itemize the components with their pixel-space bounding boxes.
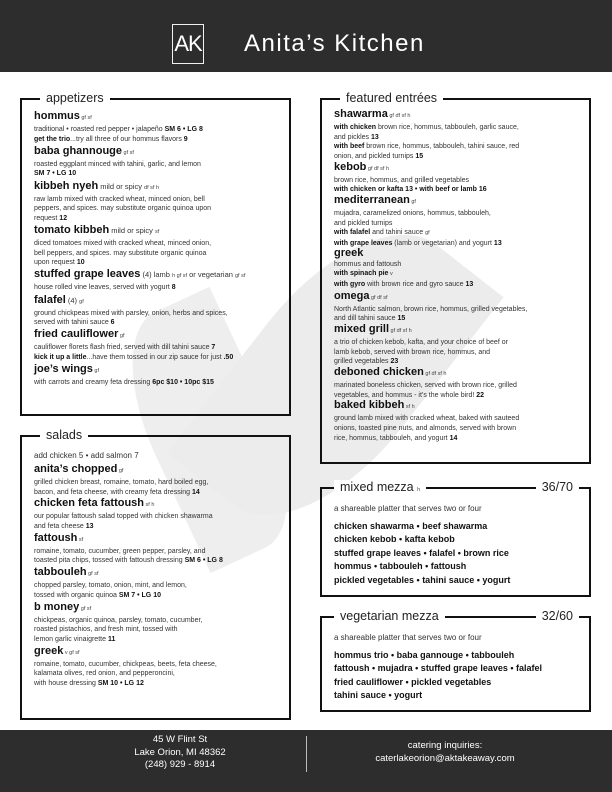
item-diet-tags: v gf sf [63, 649, 80, 656]
menu-item [34, 363, 282, 388]
item-name: joe’s wings [34, 363, 93, 376]
menu-item [34, 294, 282, 328]
menu-item [334, 399, 582, 443]
menu-item [334, 194, 582, 248]
item-description-line [34, 556, 282, 566]
item-text: rice, hommus, tabbouleh, and yogurt [334, 434, 450, 442]
item-text: brown rice, hommus, tabbouleh, tahini sauce, red [364, 143, 520, 151]
veg-mezza-items [334, 649, 542, 703]
item-price: 14 [191, 488, 200, 496]
item-heading [34, 110, 282, 125]
veg-mezza-section [320, 609, 591, 712]
item-text: traditional • roasted red pepper • jalapeño [34, 126, 165, 133]
item-text: gf [425, 230, 430, 237]
item-description-line [34, 214, 282, 224]
item-name: chicken feta fattoush [34, 497, 145, 510]
footer-catering [330, 740, 560, 765]
item-text: and feta cheese [34, 522, 86, 530]
item-modifier: mild or spicy [98, 181, 145, 191]
item-description-line [334, 219, 582, 229]
menu-item [334, 290, 582, 324]
item-description-line [334, 280, 582, 290]
item-description-line [334, 381, 582, 391]
item-heading [34, 363, 282, 378]
item-name: greek [334, 246, 364, 259]
item-description-line [334, 269, 582, 280]
item-heading [334, 194, 582, 209]
item-text: brown rice, hommus, tabbouleh, garlic sauce, [376, 124, 519, 131]
mezza-item-line: chicken shawarma • beef shawarma [334, 521, 488, 531]
appetizers-section [20, 91, 291, 416]
item-price: SM 7 • LG 10 [34, 170, 77, 178]
item-diet-tags: gf df sf h [366, 165, 390, 172]
item-text: cauliflower florets flash fried, served with dill tahini sauce [34, 344, 212, 352]
item-diet-tags: gf sf [86, 571, 99, 578]
item-text: served with tahini sauce [34, 319, 111, 327]
item-heading [34, 145, 282, 160]
item-text: and dill tahini sauce [334, 315, 398, 323]
item-description-line [334, 260, 582, 270]
item-price: 13 [85, 522, 94, 530]
item-price: get the trio [34, 135, 71, 143]
menu-item [34, 224, 282, 268]
item-name: stuffed grape leaves [34, 268, 141, 281]
item-text: romaine, tomato, cucumber, green pepper, parsley, and [34, 547, 206, 555]
mixed-mezza-title [334, 480, 426, 494]
item-price: SM 10 • LG 12 [97, 679, 144, 687]
item-text: diced tomatoes mixed with cracked wheat, minced onion, [34, 240, 212, 247]
item-heading [34, 224, 282, 239]
menu-item [34, 463, 282, 497]
item-price: 15 [397, 315, 406, 323]
item-text: with brown rice and gyro sauce [365, 280, 466, 288]
item-text: ground lamb mixed with cracked wheat, baked with sauteed [334, 415, 520, 423]
catering-label: catering inquiries: [407, 740, 483, 751]
item-modifier: or vegetarian [187, 270, 235, 280]
item-price: 10 [76, 259, 85, 267]
item-text: (lamb or vegetarian) and yogurt [392, 239, 494, 247]
item-description-line [34, 679, 282, 689]
item-price: SM 7 • LG 10 [118, 591, 161, 599]
item-description-line [34, 249, 282, 259]
item-name: baked kibbeh [334, 399, 405, 412]
item-diet-tags: gf [117, 468, 124, 474]
item-description-line [34, 239, 282, 249]
item-price: with spinach pie [334, 270, 389, 278]
item-heading [34, 566, 282, 581]
item-text: our popular fattoush salad topped with chicken shawarma [34, 513, 213, 521]
item-text: and pickled turnips [334, 219, 393, 227]
item-heading [34, 180, 282, 195]
menu-item [334, 366, 582, 400]
item-price: 13 [465, 280, 474, 288]
address-city: Lake Orion, MI 48362 [134, 746, 226, 758]
mezza-item-line: chicken kebob • kafta kebob [334, 534, 455, 545]
veg-mezza-title: vegetarian mezza [334, 609, 445, 623]
item-heading [34, 294, 282, 309]
item-name: kebob [334, 160, 367, 173]
entrees-title: featured entrées [340, 91, 443, 105]
phone-number: (248) 929 - 8914 [144, 759, 216, 770]
menu-item [334, 161, 582, 195]
item-text: upon request [34, 259, 77, 267]
item-text: hommus and fattoush [334, 260, 402, 268]
item-text: chickpeas, organic quinoa, parsley, tomato, cucumber, [34, 616, 203, 624]
item-price: 6pc $10 • 10pc $15 [152, 379, 214, 387]
item-heading [34, 463, 282, 478]
item-name: b money [34, 600, 80, 613]
mixed-mezza-items [334, 520, 510, 587]
item-diet-tags: gf df sf h [389, 328, 412, 334]
item-price: 22 [476, 391, 485, 399]
item-price: with chicken or kafta 13 • with beef or lamb 16 [334, 186, 487, 194]
item-diet-tags: df sf h [144, 184, 160, 191]
item-heading [334, 290, 582, 305]
item-text: request [34, 214, 60, 222]
mixed-mezza-name: mixed mezza [340, 480, 414, 494]
item-description-line [334, 142, 582, 152]
item-description-line [334, 176, 582, 186]
item-heading [34, 645, 282, 660]
entrees-section [320, 91, 591, 464]
item-heading [334, 161, 582, 176]
item-description-line [34, 581, 282, 591]
item-name: omega [334, 289, 370, 302]
menu-item [34, 268, 282, 293]
item-diet-tags: gf df sf [369, 294, 388, 301]
item-name: greek [34, 644, 64, 657]
item-price: with beef [334, 143, 365, 151]
mezza-item-line: fried cauliflower • pickled vegetables [334, 676, 492, 687]
item-text: ...try all three of our hommus flavors [70, 135, 184, 143]
item-price: .50 [223, 353, 234, 361]
menu-item [34, 180, 282, 224]
item-description-line [34, 522, 282, 532]
item-diet-tags: gf sf [79, 605, 92, 612]
menu-item [34, 645, 282, 689]
item-price: with grape leaves [334, 239, 393, 247]
item-description-line [34, 258, 282, 268]
veg-mezza-desc: a shareable platter that serves two or four [334, 633, 482, 642]
item-text: vegetables, and hommus - it’s the whole bird! [334, 391, 477, 399]
item-text: and pickles [334, 133, 371, 141]
item-text: lemon garlic vinaigrette [34, 635, 108, 643]
item-text: roasted pistachios, and fresh mint, tossed with [34, 626, 178, 634]
mixed-mezza-desc: a shareable platter that serves two or four [334, 504, 482, 513]
item-heading [334, 399, 582, 414]
item-description-line [334, 209, 582, 219]
item-diet-tags: sf h [144, 502, 155, 509]
item-description-line [34, 669, 282, 679]
item-text: lamb kebob, served with brown rice, hommus, and [334, 348, 491, 356]
item-heading [334, 247, 582, 260]
item-diet-tags: h gf sf [172, 273, 188, 280]
item-text: and tahini sauce [370, 229, 426, 237]
menu-item [34, 110, 282, 144]
appetizers-title: appetizers [40, 91, 110, 105]
restaurant-name: Anita’s Kitchen [244, 30, 425, 57]
item-text: North Atlantic salmon, brown rice, hommus, grilled vegetables, [334, 305, 528, 313]
mezza-item-line: hommus • tabbouleh • fattoush [334, 561, 467, 572]
item-text: a trio of chicken kebob, kafta, and your choice of beef or [334, 339, 508, 346]
item-description-line [34, 353, 282, 363]
item-price: with falafel [334, 229, 371, 237]
item-price: 23 [390, 358, 399, 366]
mezza-item-line: fattoush • mujadra • stuffed grape leaves • falafel [334, 663, 543, 674]
item-description-line [34, 343, 282, 353]
item-diet-tags: sf [155, 229, 160, 235]
item-text: toasted pita chips, tossed with fattoush dressing [34, 557, 185, 565]
item-heading [34, 532, 282, 547]
item-name: kibbeh nyeh [34, 179, 99, 192]
item-text: roasted eggplant minced with tahini, garlic, and lemon [34, 160, 201, 168]
item-description-line [34, 318, 282, 328]
item-text: mujadra, caramelized onions, hommus, tabbouleh, [334, 210, 491, 217]
item-text: peppers, and spices. may substitute organic quinoa upon [34, 205, 212, 213]
item-name: mixed grill [334, 323, 390, 335]
item-description-line [34, 660, 282, 670]
item-text: ground chickpeas mixed with parsley, onion, herbs and spices, [34, 309, 228, 317]
item-text: romaine, tomato, cucumber, chickpeas, beets, feta cheese, [34, 660, 217, 668]
salads-title: salads [40, 428, 88, 442]
menu-item [334, 247, 582, 290]
mezza-item-line: hommus trio • baba gannouge • tabbouleh [334, 650, 515, 660]
item-price: 9 [183, 135, 188, 143]
item-description-line [334, 434, 582, 444]
item-diet-tags: gf sf [235, 273, 246, 280]
item-description-line [34, 635, 282, 645]
footer-address [110, 734, 250, 772]
item-diet-tags: gf [409, 199, 416, 205]
item-heading [334, 366, 582, 381]
item-description-line [334, 424, 582, 434]
menu-item [34, 601, 282, 645]
item-text: chopped parsley, tomato, onion, mint, and lemon, [34, 582, 187, 590]
item-heading [34, 497, 282, 512]
item-text: grilled chicken breast, romaine, tomato, hard boiled egg, [34, 479, 209, 486]
item-name: falafel [34, 293, 66, 306]
item-text: onions, toasted pine nuts, and almonds, served with brown [334, 424, 517, 432]
item-price: kick it up a little [34, 353, 87, 361]
item-name: mediterranean [334, 194, 410, 206]
mezza-item-line: pickled vegetables • tahini sauce • yogurt [334, 574, 511, 585]
item-price: 11 [107, 635, 116, 643]
item-price: with gyro [334, 280, 366, 288]
item-modifier: (4) [65, 295, 80, 305]
item-description-line [34, 169, 282, 179]
item-name: fried cauliflower [34, 328, 119, 341]
item-modifier: (4) lamb [140, 270, 173, 280]
veg-mezza-price: 32/60 [536, 609, 579, 623]
item-price: SM 6 • LG 8 [164, 126, 203, 133]
logo: AK [172, 24, 204, 64]
item-text: raw lamb mixed with cracked wheat, minced onion, bell [34, 195, 205, 203]
item-description-line [34, 488, 282, 498]
item-diet-tags: gf [79, 298, 84, 305]
item-name: shawarma [334, 108, 388, 120]
menu-item [34, 145, 282, 179]
item-price: 12 [59, 214, 68, 222]
item-description-line [34, 135, 282, 145]
footer-divider [306, 736, 307, 772]
item-description-line [34, 478, 282, 488]
item-description-line [334, 123, 582, 133]
item-description-line [34, 512, 282, 522]
item-name: fattoush [34, 531, 78, 544]
mixed-mezza-tag: h [417, 487, 421, 493]
item-description-line [34, 160, 282, 170]
item-description-line [34, 616, 282, 626]
footer-bar [0, 730, 612, 792]
item-description-line [34, 625, 282, 635]
item-diet-tags: gf [92, 368, 100, 375]
menu-item [34, 566, 282, 600]
item-price: 7 [211, 344, 216, 352]
item-price: 13 [493, 239, 502, 247]
item-name: tabbouleh [34, 566, 87, 579]
mezza-item-line: tahini sauce • yogurt [334, 690, 423, 701]
item-modifier: mild or spicy [109, 226, 156, 235]
item-description-line [34, 195, 282, 205]
salads-section [20, 428, 291, 720]
mixed-mezza-price: 36/70 [536, 480, 579, 494]
item-text: marinated boneless chicken, served with brown rice, grilled [334, 382, 517, 389]
item-text: v [388, 271, 393, 278]
item-description-line [334, 228, 582, 239]
address-street: 45 W Flint St [152, 734, 208, 745]
item-diet-tags: gf df sf h [423, 371, 447, 377]
menu-item [34, 532, 282, 566]
catering-email[interactable]: caterlakeorion@aktakeaway.com [375, 752, 515, 764]
item-diet-tags: sf h [404, 404, 415, 411]
item-price: 13 [370, 133, 379, 141]
menu-item [34, 328, 282, 362]
item-description-line [34, 591, 282, 601]
item-price: 15 [415, 152, 424, 160]
item-name: hommus [34, 110, 80, 122]
menu-item [334, 323, 582, 367]
item-price: 14 [449, 434, 458, 442]
item-text: bell peppers, and spices. may substitute organic quinoa [34, 249, 207, 257]
item-text: brown rice, hommus, and grilled vegetables [334, 176, 470, 184]
item-text: with carrots and creamy feta dressing [34, 379, 153, 387]
item-diet-tags: gf sf [79, 115, 92, 121]
item-description-line [34, 204, 282, 214]
item-name: deboned chicken [334, 366, 424, 378]
mixed-mezza-section [320, 480, 591, 597]
item-description-line [334, 414, 582, 424]
item-text: kalamata olives, red onion, and pepperoncini, [34, 670, 175, 678]
item-description-line [334, 133, 582, 143]
item-text: bacon, and feta cheese, with creamy feta dressing [34, 488, 192, 496]
salads-add-line: add chicken 5 • add salmon 7 [34, 451, 139, 460]
item-diet-tags: gf sf [122, 149, 134, 156]
item-heading [34, 268, 282, 283]
item-description-line [34, 309, 282, 319]
item-price: 8 [171, 284, 176, 292]
item-text: tossed with organic quinoa [34, 591, 119, 599]
item-text: grilled vegetables [334, 358, 391, 366]
item-description-line [334, 348, 582, 358]
mezza-item-line: stuffed grape leaves • falafel • brown rice [334, 547, 509, 558]
menu-item [34, 497, 282, 531]
item-text: ...have them tossed in our zip sauce for just [86, 353, 224, 361]
item-description-line [334, 338, 582, 348]
header-bar [0, 0, 612, 72]
item-heading [34, 328, 282, 343]
item-heading [334, 323, 582, 338]
item-diet-tags: gf df sf h [387, 113, 411, 119]
item-diet-tags: sf [77, 536, 84, 543]
item-description-line [34, 283, 282, 293]
item-name: tomato kibbeh [34, 224, 110, 236]
item-text: house rolled vine leaves, served with yogurt [34, 284, 172, 292]
item-heading [34, 601, 282, 616]
item-description-line [34, 547, 282, 557]
item-text: onion, and pickled turnips [334, 152, 416, 160]
item-price: with chicken [334, 124, 377, 131]
item-description-line [34, 378, 282, 388]
item-name: baba ghannouge [34, 144, 122, 157]
menu-item [334, 108, 582, 161]
item-diet-tags: gf [118, 333, 125, 340]
item-description-line [334, 305, 582, 315]
item-price: 6 [110, 319, 115, 327]
item-price: SM 6 • LG 8 [184, 557, 223, 565]
item-name: anita’s chopped [34, 463, 118, 475]
item-text: with house dressing [34, 679, 98, 687]
item-description-line [34, 125, 282, 135]
item-heading [334, 108, 582, 123]
